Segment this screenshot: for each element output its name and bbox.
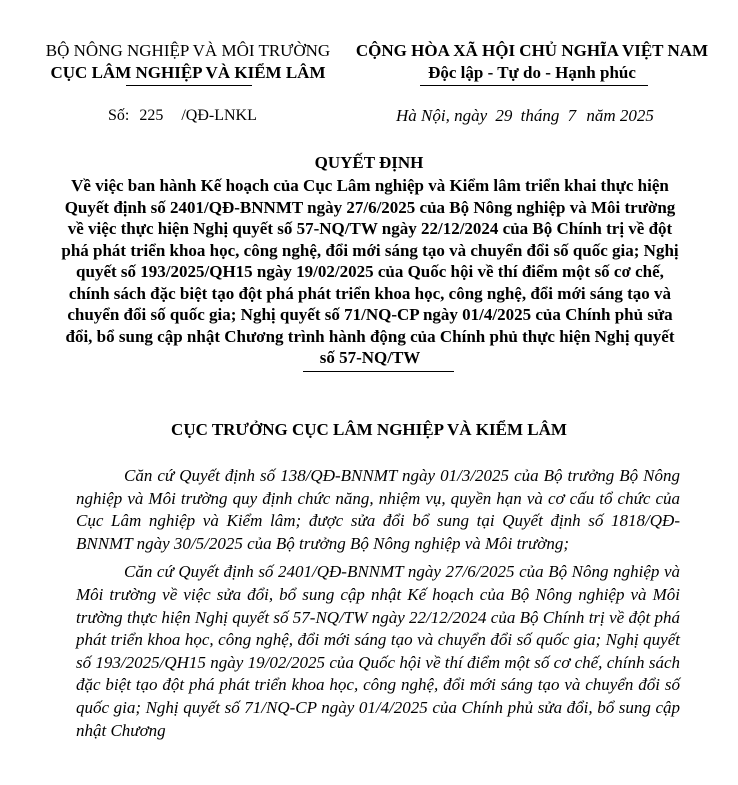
date-month-label: tháng: [520, 106, 560, 125]
date-month: 7: [567, 106, 577, 125]
date-place: Hà Nội, ngày: [396, 106, 488, 125]
document-number-label: Số:: [108, 107, 130, 124]
issue-date: [396, 106, 654, 126]
legal-basis-paragraph: Căn cứ Quyết định số 138/QĐ-BNNMT ngày 01/3/2025 của Bộ trưởng Bộ Nông nghiệp và Môi trường quy định chức năng, nhiệm vụ, quyền hạn và cơ cấu tổ chức của Cục Lâm nghiệp và Kiểm lâm; được sửa đổi bổ sung tại Quyết định số 1818/QĐ-BNNMT ngày 30/5/2025 của Bộ trưởng Bộ Nông nghiệp và Môi trường;: [76, 466, 680, 553]
document-number: [108, 107, 257, 125]
date-year: năm 2025: [586, 106, 654, 125]
national-motto: Độc lập - Tự do - Hạnh phúc: [428, 63, 636, 82]
motto-underline: [420, 85, 648, 86]
agency-underline: [126, 85, 252, 86]
parent-ministry-name: BỘ NÔNG NGHIỆP VÀ MÔI TRƯỜNG: [45, 41, 331, 60]
legal-basis-paragraph: Căn cứ Quyết định số 2401/QĐ-BNNMT ngày 27/6/2025 của Bộ Nông nghiệp và Môi trường về việc sửa đổi, bổ sung cập nhật Kế hoạch của Bộ Nông nghiệp và Môi trường thực hiện Nghị quyết số 57-NQ/TW ngày 22/12/2024 của Bộ Chính trị về đột phá phát triển khoa học, công nghệ, đổi mới sáng tạo và chuyển đổi số quốc gia; Nghị quyết số 193/2025/QH15 ngày 19/02/2025 của Quốc hội về thí điểm một số cơ chế, chính sách đặc biệt tạo đột phá phát triển khoa học, công nghệ, đổi mới sáng tạo và chuyển đổi số quốc gia; Nghị quyết số 71/NQ-CP ngày 01/4/2025 của Chính phủ sửa đổi, bổ sung cập nhật Chương: [76, 562, 680, 740]
document-number-suffix: /QĐ-LNKL: [181, 107, 257, 124]
signer-title: CỤC TRƯỞNG CỤC LÂM NGHIỆP VÀ KIỂM LÂM: [171, 420, 567, 439]
document-type-title: QUYẾT ĐỊNH: [314, 153, 424, 172]
national-heading-block: [346, 40, 718, 84]
document-subject: Về việc ban hành Kế hoạch của Cục Lâm nghiệp và Kiểm lâm triển khai thực hiện Quyết định số 2401/QĐ-BNNMT ngày 27/6/2025 của Bộ Nông nghiệp và Môi trường về việc thực hiện Nghị quyết số 57-NQ/TW ngày 22/12/2024 của Bộ Chính trị về đột phá phát triển khoa học, công nghệ, đổi mới sáng tạo và chuyển đổi số quốc gia; Nghị quyết số 193/2025/QH15 ngày 19/02/2025 của Quốc hội về thí điểm một số cơ chế, chính sách đặc biệt tạo đột phá phát triển khoa học, công nghệ, đổi mới sáng tạo và chuyển đổi số quốc gia; Nghị quyết số 71/NQ-CP ngày 01/4/2025 của Chính phủ sửa đổi, bổ sung cập nhật Chương trình hành động của Chính phủ thực hiện Nghị quyết số 57-NQ/TW: [61, 176, 679, 367]
document-number-value: 225: [139, 107, 164, 124]
issuing-agency-name: CỤC LÂM NGHIỆP VÀ KIỂM LÂM: [50, 63, 326, 82]
date-day: 29: [495, 106, 513, 125]
country-name: CỘNG HÒA XÃ HỘI CHỦ NGHĨA VIỆT NAM: [355, 41, 709, 60]
subject-underline: [303, 371, 454, 372]
document-body: [76, 465, 680, 748]
issuing-agency-block: [28, 40, 348, 84]
